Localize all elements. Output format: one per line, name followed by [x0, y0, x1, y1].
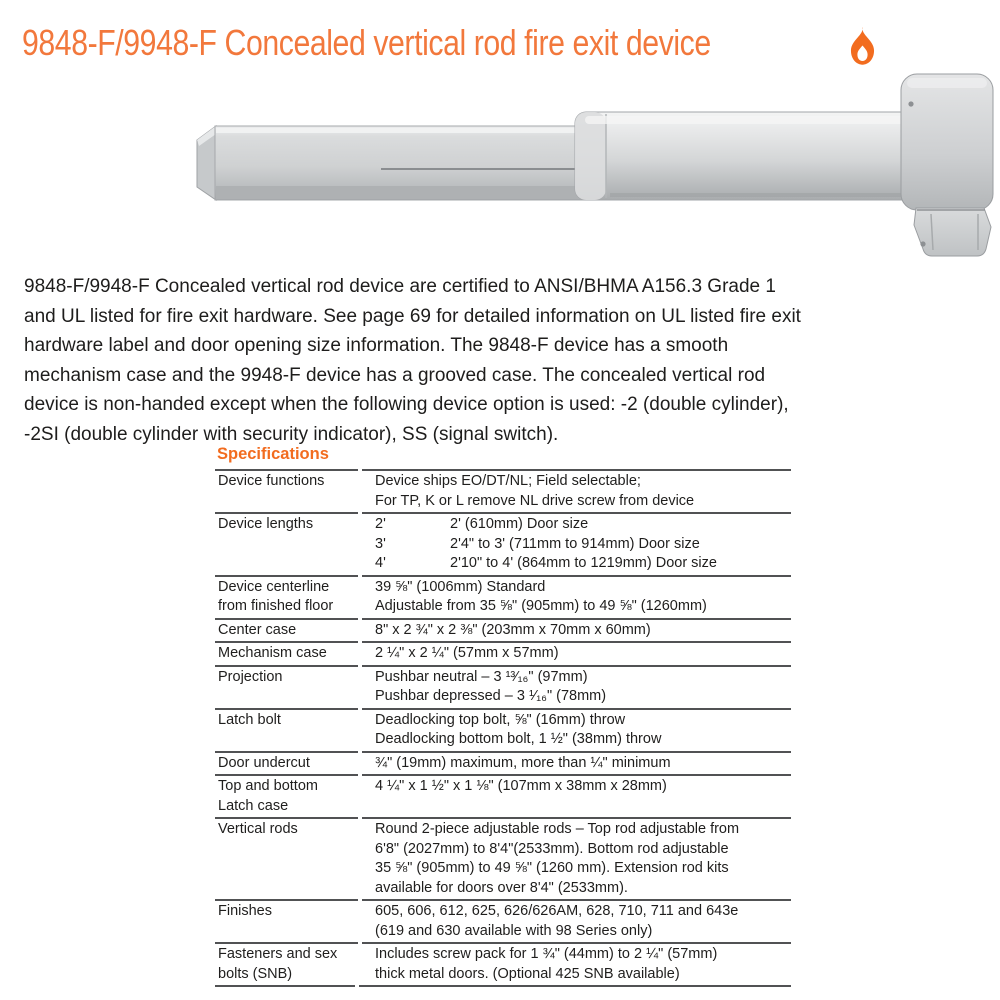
- spec-table: [215, 469, 791, 987]
- spec-value-text: 2'4" to 3' (711mm to 914mm) Door size: [450, 535, 700, 552]
- spec-value-sublabel: 2': [375, 516, 386, 532]
- spec-value: [362, 512, 791, 575]
- spec-value-line: Adjustable from 35 ⅝" (905mm) to 49 ⅝" (1260mm): [375, 598, 707, 614]
- spec-value-line: Pushbar depressed – 3 ¹⁄₁₆" (78mm): [375, 688, 607, 704]
- spec-value-line: 2 ¼" x 2 ¼" (57mm x 57mm): [375, 645, 559, 661]
- spec-value-line: 4 ¼" x 1 ½" x 1 ⅛" (107mm x 38mm x 28mm): [375, 778, 667, 794]
- spec-label: Center case: [215, 618, 358, 642]
- spec-value-line: [375, 515, 791, 535]
- spec-value-line: For TP, K or L remove NL drive screw from device: [375, 492, 695, 509]
- spec-label: Projection: [215, 665, 358, 708]
- specifications-section: [215, 445, 791, 987]
- spec-value: [362, 665, 791, 708]
- spec-row: [215, 512, 791, 575]
- spec-value-line: [375, 535, 791, 555]
- spec-value-text: 2' (610mm) Door size: [450, 516, 589, 532]
- spec-value-line: Round 2-piece adjustable rods – Top rod adjustable from: [375, 821, 740, 837]
- intro-line: device is non-handed except when the following device option is used: -2 (double cylinder),: [24, 394, 789, 416]
- spec-label: Latch bolt: [215, 708, 358, 751]
- spec-label: Fasteners and sex bolts (SNB): [215, 942, 358, 985]
- spec-value-line: Deadlocking top bolt, ⅝" (16mm) throw: [375, 711, 626, 728]
- spec-value: [362, 817, 791, 899]
- spec-value-line: [375, 554, 791, 574]
- spec-value-line: Includes screw pack for 1 ¾" (44mm) to 2 ¼" (57mm): [375, 946, 718, 962]
- intro-paragraph: [24, 272, 801, 450]
- spec-value-line: available for doors over 8'4" (2533mm).: [375, 879, 628, 896]
- page-title-text: 9848-F/9948-F Concealed vertical rod fire exit device: [22, 22, 711, 63]
- spec-label: Mechanism case: [215, 641, 358, 665]
- spec-value-line: (619 and 630 available with 98 Series only): [375, 922, 653, 939]
- spec-row: [215, 575, 791, 618]
- spec-value-line: Pushbar neutral – 3 ¹³⁄₁₆" (97mm): [375, 668, 588, 685]
- spec-row: [215, 708, 791, 751]
- intro-line: 9848-F/9948-F Concealed vertical rod device are certified to ANSI/BHMA A156.3 Grade 1: [24, 276, 776, 297]
- spec-value: [362, 751, 791, 775]
- spec-value-line: ¾" (19mm) maximum, more than ¼" minimum: [375, 754, 671, 771]
- spec-value: [362, 618, 791, 642]
- spec-value: [362, 469, 791, 512]
- spec-value-line: Deadlocking bottom bolt, 1 ½" (38mm) throw: [375, 731, 662, 747]
- spec-row: [215, 817, 791, 899]
- specifications-heading: Specifications: [217, 445, 329, 463]
- spec-row: [215, 665, 791, 708]
- spec-row: [215, 899, 791, 942]
- spec-value-line: thick metal doors. (Optional 425 SNB available): [375, 965, 680, 982]
- spec-row: [215, 469, 791, 512]
- spec-value-sublabel: 4': [375, 555, 386, 571]
- spec-row: [215, 641, 791, 665]
- spec-row: [215, 618, 791, 642]
- spec-label: Device centerline from finished floor: [215, 575, 358, 618]
- intro-line: and UL listed for fire exit hardware. See page 69 for detailed information on UL listed fire exit: [24, 305, 801, 327]
- spec-value-line: 6'8" (2027mm) to 8'4"(2533mm). Bottom rod adjustable: [375, 840, 729, 857]
- intro-line: mechanism case and the 9948-F device has a grooved case. The concealed vertical rod: [24, 364, 766, 386]
- spec-label: Device functions: [215, 469, 358, 512]
- spec-table-bottom-rule: [215, 985, 791, 987]
- spec-value: [362, 641, 791, 665]
- spec-label: Device lengths: [215, 512, 358, 575]
- spec-value-line: 8" x 2 ¾" x 2 ⅜" (203mm x 70mm x 60mm): [375, 621, 651, 638]
- spec-value: [362, 575, 791, 618]
- spec-row: [215, 751, 791, 775]
- product-image: [185, 58, 1000, 268]
- spec-value-line: 39 ⅝" (1006mm) Standard: [375, 578, 546, 595]
- spec-label: Top and bottom Latch case: [215, 774, 358, 817]
- spec-value: [362, 942, 791, 985]
- spec-value: [362, 708, 791, 751]
- spec-value: [362, 774, 791, 817]
- spec-value-line: 35 ⅝" (905mm) to 49 ⅝" (1260 mm). Extension rod kits: [375, 860, 729, 876]
- spec-value: [362, 899, 791, 942]
- spec-value-text: 2'10" to 4' (864mm to 1219mm) Door size: [450, 555, 717, 571]
- intro-line: -2SI (double cylinder with security indicator), SS (signal switch).: [24, 423, 559, 445]
- spec-row: [215, 774, 791, 817]
- spec-value-sublabel: 3': [375, 535, 386, 552]
- spec-value-line: 605, 606, 612, 625, 626/626AM, 628, 710, 711 and 643e: [375, 903, 739, 919]
- spec-label: Finishes: [215, 899, 358, 942]
- intro-line: hardware label and door opening size information. The 9848-F device has a smooth: [24, 335, 729, 357]
- spec-row: [215, 942, 791, 985]
- spec-label: Vertical rods: [215, 817, 358, 899]
- spec-value-line: Device ships EO/DT/NL; Field selectable;: [375, 473, 641, 489]
- spec-label: Door undercut: [215, 751, 358, 775]
